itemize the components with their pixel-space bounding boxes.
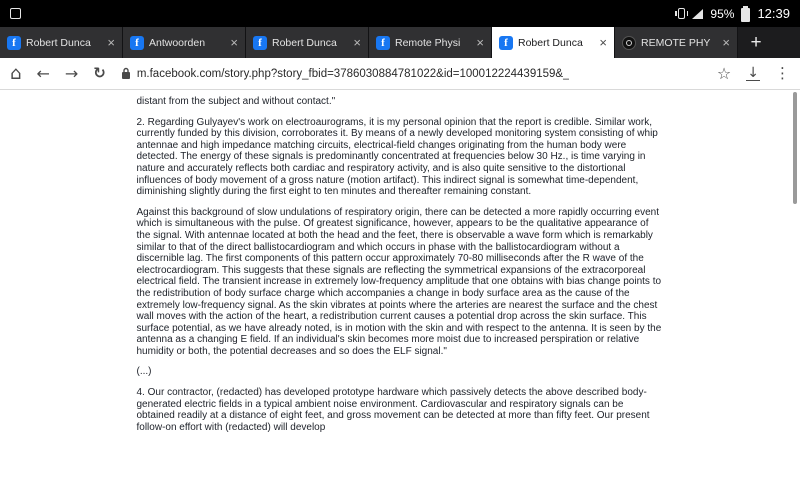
scrollbar-thumb[interactable]: [793, 92, 797, 204]
url-text[interactable]: m.facebook.com/story.php?story_fbid=3786030884781022&id=100012224439159&_: [136, 67, 570, 80]
signal-icon: [692, 9, 703, 19]
facebook-favicon: f: [499, 36, 513, 50]
new-tab-button[interactable]: +: [750, 31, 762, 53]
tab-robert-duncan-1[interactable]: [0, 27, 123, 58]
notification-icon: [10, 8, 21, 19]
lock-icon: [121, 67, 131, 80]
paragraph-fragment: distant from the subject and without contact.": [136, 96, 336, 107]
close-tab-icon[interactable]: ×: [230, 35, 238, 50]
tab-robert-duncan-2[interactable]: [246, 27, 369, 58]
facebook-favicon: f: [376, 36, 390, 50]
tab-title: Robert Dunca: [272, 36, 337, 49]
address-bar[interactable]: [121, 67, 702, 80]
vibrate-icon: [678, 8, 685, 19]
facebook-favicon: f: [130, 36, 144, 50]
tab-strip: [0, 27, 800, 58]
paragraph-4: 4. Our contractor, (redacted) has developed prototype hardware which passively detects the above described body-generated electric fields in a typical ambient noise environment. Cardiovascular and respiratory signals can be obtained readily at a distance of eight feet, and gross movement can be detected at more than fifty feet. Our present follow-on effort with (redacted) will develop: [136, 387, 650, 433]
tab-antwoorden[interactable]: [123, 27, 246, 58]
tab-remote-phy[interactable]: [615, 27, 738, 58]
paragraph-3: Against this background of slow undulations of respiratory origin, there can be detected a more rapidly occurring event which is simultaneous with the pulse. Of greatest significance, however, appears to be the qualitative appearance of the signal. With antennae located at both the head and the feet, there is observable a wave form which is remarkably similar to that of the direct ballistocardiogram and which occurs in phase with the ballistocardiogram without a discernible lag. The first components of this pattern occur approximately 70-80 milliseconds after the R wave of the electrocardiogram. This suggests that these signals are reflecting the symmetrical expansions of the extracorporeal electrical field. The transient increase in extremely low-frequency amplitude that one obtains with bias change points to the redistribution of body surface charge which accompanies a change in body surface area as the cause of the extremely low-frequency signal. As the skin vibrates at points where the arteries are nearest the surface and the chest wall moves with the action of the heart, a redistribution current causes a potential drop across the skin surface. This surface potential, as we have already noted, is in motion with the skin and with respect to the antenna. It is seen by the antenna as a changing E field. If an individual's skin becomes more moist due to increased perspiration or relative humidity or both, the potential decreases and so does the ELF signal.": [136, 206, 662, 357]
paragraph-2: 2. Regarding Gulyayev's work on electroaurograms, it is my personal opinion that the report is credible. Similar work, currently funded by this division, corroborates it. By means of a newly developed monitoring system consisting of whip antennae and high impedance matching circuits, electrical-field changes originating from the human body were detected. The energy of these signals is predominantly concentrated at frequencies below 30 Hz., is time varying in nature and accurately reflects both cardiac and respiratory activity, and is also quite sensitive to the distortional influences of body movement of a gross nature (motion artifact). This indirect signal is somewhat time-dependent, diminishing slightly during the first eight to ten minutes and thereafter remaining constant.: [136, 116, 658, 198]
page-content: [0, 90, 800, 500]
post-text-column: [137, 90, 664, 433]
paragraph-ellipsis: (...): [136, 366, 152, 378]
tab-title: REMOTE PHY: [641, 36, 711, 49]
clock: 12:39: [757, 6, 790, 21]
overflow-menu-icon[interactable]: ⋮: [775, 64, 790, 82]
tab-title: Robert Dunca: [518, 36, 583, 49]
status-bar: [0, 0, 800, 27]
close-tab-icon[interactable]: ×: [599, 35, 607, 50]
bookmark-star-icon[interactable]: ☆: [716, 63, 732, 83]
tab-robert-duncan-active[interactable]: [492, 27, 615, 58]
close-tab-icon[interactable]: ×: [476, 35, 484, 50]
close-tab-icon[interactable]: ×: [722, 35, 730, 50]
close-tab-icon[interactable]: ×: [107, 35, 115, 50]
refresh-icon[interactable]: ↻: [93, 64, 106, 82]
battery-icon: [741, 6, 750, 22]
facebook-favicon: f: [253, 36, 267, 50]
home-icon[interactable]: ⌂: [10, 62, 22, 84]
back-icon[interactable]: ←: [36, 63, 50, 83]
close-tab-icon[interactable]: ×: [353, 35, 361, 50]
browser-toolbar: [0, 58, 800, 90]
tab-title: Antwoorden: [149, 36, 206, 49]
battery-percent: 95%: [710, 6, 735, 21]
facebook-favicon: f: [7, 36, 21, 50]
tab-title: Robert Dunca: [26, 36, 91, 49]
tab-remote-physi[interactable]: [369, 27, 492, 58]
tab-title: Remote Physi: [395, 36, 461, 49]
download-icon[interactable]: ↓: [747, 64, 759, 81]
site-favicon: [622, 36, 636, 50]
forward-icon[interactable]: →: [64, 63, 79, 83]
